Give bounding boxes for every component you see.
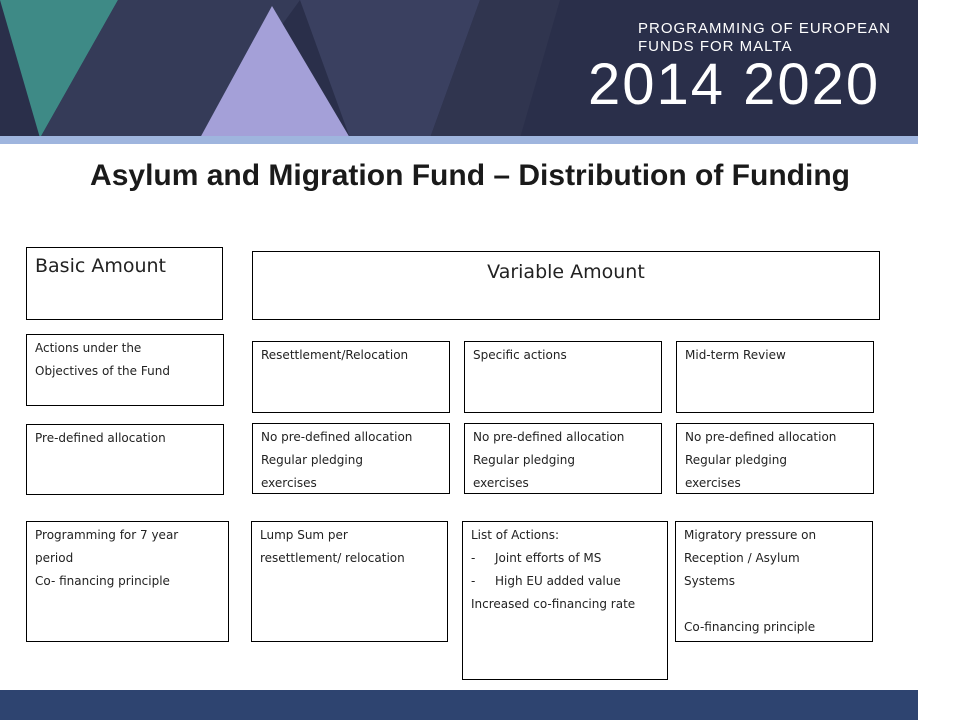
- resettlement-header-box: [252, 341, 450, 413]
- header-years: 2014 2020: [588, 52, 881, 117]
- specific-list-item-text: Joint efforts of MS: [495, 551, 602, 565]
- specific-header-text: Specific actions: [473, 348, 567, 362]
- resettlement-details-box: [251, 521, 448, 642]
- basic-programming-box: [26, 521, 229, 642]
- resettlement-details-text: Lump Sum per resettlement/ relocation: [260, 528, 405, 565]
- midterm-header-text: Mid-term Review: [685, 348, 786, 362]
- specific-pledging-text: Regular pledging exercises: [473, 453, 575, 490]
- right-margin: [918, 0, 960, 720]
- specific-details-content: [463, 522, 667, 618]
- slide-title: Asylum and Migration Fund – Distribution of Funding: [90, 159, 850, 192]
- specific-list-item: - Joint efforts of MS: [471, 551, 602, 565]
- specific-list-item: - High EU added value: [471, 574, 621, 588]
- specific-list-item-text: High EU added value: [495, 574, 621, 588]
- midterm-allocation-box: [676, 423, 874, 494]
- basic-allocation-text: Pre-defined allocation: [35, 431, 166, 445]
- basic-amount-box: [26, 247, 223, 320]
- header-banner: [0, 0, 918, 138]
- variable-amount-box: [252, 251, 880, 320]
- spacer: [684, 593, 864, 616]
- resettlement-allocation-box: [252, 423, 450, 494]
- header-stripe: [0, 136, 918, 144]
- midterm-details-content: [676, 522, 872, 641]
- header-line-1: PROGRAMMING OF EUROPEAN: [638, 20, 892, 37]
- basic-cofinancing-text: Co- financing principle: [35, 574, 170, 588]
- midterm-pledging-text: Regular pledging exercises: [685, 453, 787, 490]
- midterm-details-box: [675, 521, 873, 642]
- resettlement-allocation-content: [253, 424, 449, 497]
- midterm-allocation-text: No pre-defined allocation: [685, 430, 837, 444]
- midterm-details-text: Migratory pressure on Reception / Asylum Systems: [684, 528, 817, 588]
- variable-amount-label: Variable Amount: [487, 261, 645, 283]
- specific-allocation-box: [464, 423, 662, 494]
- basic-programming-content: [27, 522, 228, 595]
- specific-list-title: List of Actions:: [471, 528, 560, 542]
- specific-details-box: [462, 521, 668, 680]
- midterm-allocation-content: [677, 424, 873, 497]
- basic-amount-label: Basic Amount: [35, 255, 167, 277]
- specific-header-box: [464, 341, 662, 413]
- midterm-cofinancing-text: Co-financing principle: [684, 620, 816, 634]
- resettlement-header-text: Resettlement/Relocation: [261, 348, 409, 362]
- header-line-2: FUNDS FOR MALTA: [638, 38, 793, 55]
- footer-band: [0, 690, 918, 720]
- basic-actions-box: [26, 334, 224, 406]
- midterm-header-box: [676, 341, 874, 413]
- resettlement-allocation-text: No pre-defined allocation: [261, 430, 413, 444]
- specific-allocation-content: [465, 424, 661, 497]
- basic-actions-text: Actions under the Objectives of the Fund: [35, 341, 170, 378]
- specific-allocation-text: No pre-defined allocation: [473, 430, 625, 444]
- basic-programming-text: Programming for 7 year period: [35, 528, 179, 565]
- resettlement-pledging-text: Regular pledging exercises: [261, 453, 363, 490]
- specific-cofinancing-text: Increased co-financing rate: [471, 597, 636, 611]
- basic-allocation-box: [26, 424, 224, 495]
